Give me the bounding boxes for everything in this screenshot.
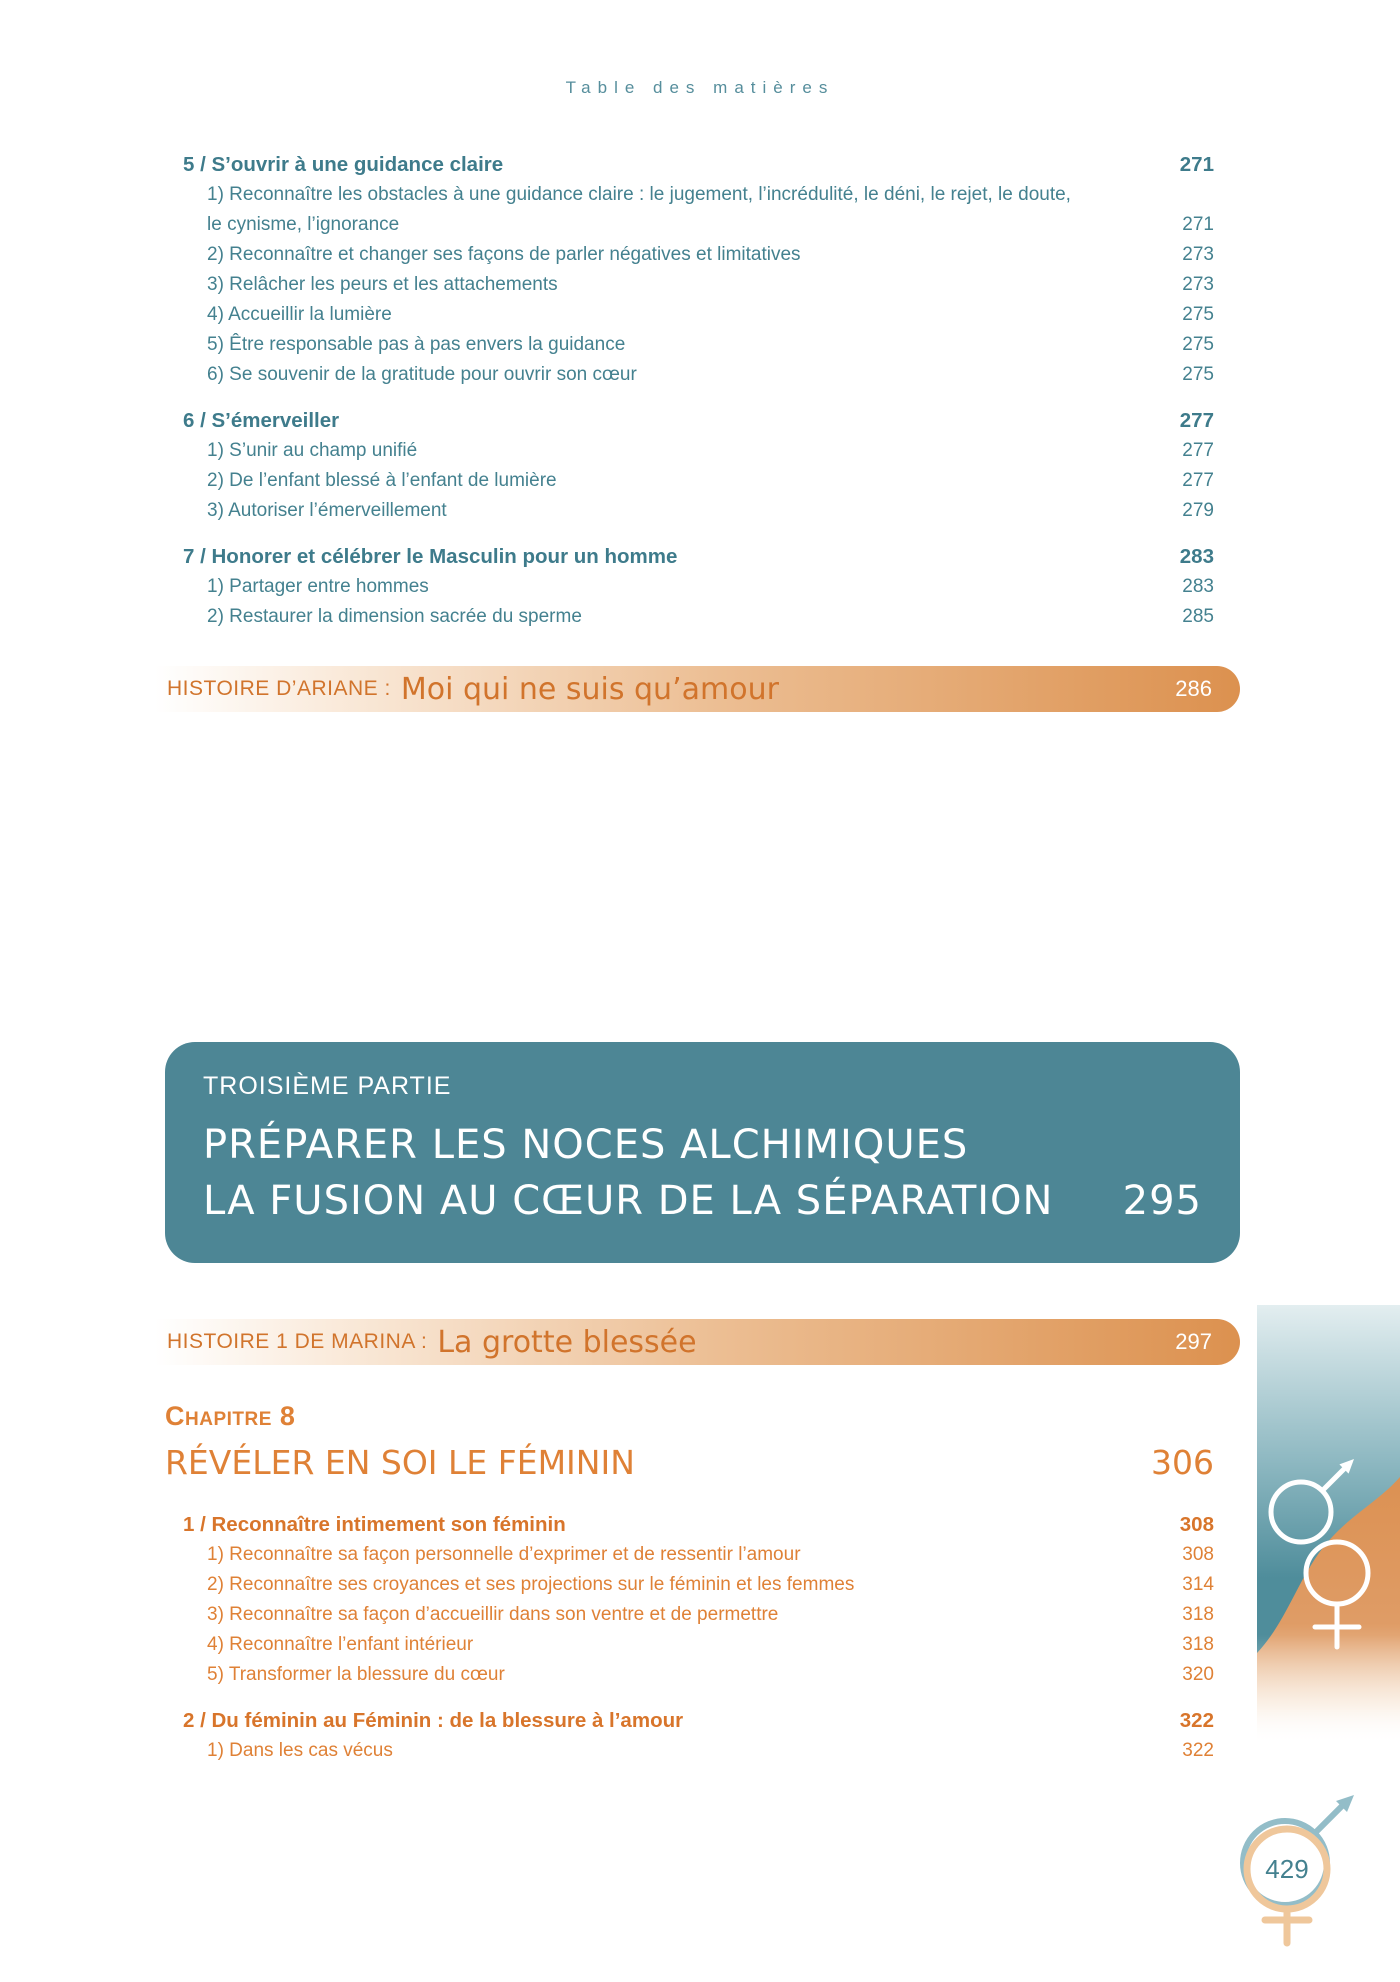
toc-section-title bbox=[165, 406, 1240, 436]
sidebar-gender-art bbox=[1257, 1305, 1400, 1745]
page-number: 285 bbox=[1182, 606, 1214, 627]
page-number: 275 bbox=[1182, 304, 1214, 325]
entry-text: 1) Partager entre hommes bbox=[207, 576, 429, 597]
entry-text: 3) Autoriser l’émerveillement bbox=[207, 500, 447, 521]
entry-text: 3) Reconnaître sa façon d’accueillir dans son ventre et de permettre bbox=[207, 1604, 779, 1625]
page-number: 318 bbox=[1182, 1604, 1214, 1625]
toc-entry bbox=[165, 1630, 1240, 1660]
chapter-heading bbox=[165, 1442, 1240, 1484]
part-kicker: TROISIÈME PARTIE bbox=[203, 1072, 452, 1100]
toc-section-title bbox=[165, 1706, 1240, 1736]
toc-section-title bbox=[165, 542, 1240, 572]
page-number: 308 bbox=[1182, 1544, 1214, 1565]
toc-entry bbox=[165, 240, 1240, 270]
part-title-line1: PRÉPARER LES NOCES ALCHIMIQUES bbox=[203, 1122, 969, 1168]
folio-badge bbox=[1230, 1793, 1400, 1977]
page-number: 295 bbox=[1122, 1178, 1202, 1224]
story-banner bbox=[155, 1319, 1240, 1365]
entry-text: 2) Reconnaître et changer ses façons de parler négatives et limitatives bbox=[207, 244, 801, 265]
page-number: 283 bbox=[1179, 545, 1214, 568]
entry-text: 2) De l’enfant blessé à l’enfant de lumière bbox=[207, 470, 557, 491]
page-number: 320 bbox=[1182, 1664, 1214, 1685]
section-title-text: 7 / Honorer et célébrer le Masculin pour un homme bbox=[183, 545, 678, 568]
part-title-text: LA FUSION AU CŒUR DE LA SÉPARATION bbox=[203, 1178, 1054, 1224]
page-number: 277 bbox=[1182, 440, 1214, 461]
section-title-text: 6 / S’émerveiller bbox=[183, 409, 340, 432]
toc-section-title bbox=[165, 1510, 1240, 1540]
page-number: 322 bbox=[1182, 1740, 1214, 1761]
entry-text: 6) Se souvenir de la gratitude pour ouvrir son cœur bbox=[207, 364, 637, 385]
part-block bbox=[165, 1042, 1240, 1263]
story-banner-label: HISTOIRE D’ARIANE : bbox=[167, 677, 391, 700]
page-number: 273 bbox=[1182, 244, 1214, 265]
section-title-text: 2 / Du féminin au Féminin : de la blessure à l’amour bbox=[183, 1709, 684, 1732]
toc-entry bbox=[165, 270, 1240, 300]
chapter-title-text: RÉVÉLER EN SOI LE FÉMININ bbox=[165, 1443, 635, 1482]
entry-text: 1) S’unir au champ unifié bbox=[207, 440, 418, 461]
toc-entry bbox=[165, 300, 1240, 330]
toc-content bbox=[165, 150, 1240, 1766]
page-header: Table des matières bbox=[565, 78, 835, 97]
page-number: 306 bbox=[1151, 1443, 1214, 1482]
page-number: 277 bbox=[1182, 470, 1214, 491]
entry-text: 3) Relâcher les peurs et les attachements bbox=[207, 274, 558, 295]
entry-text: 2) Restaurer la dimension sacrée du sperme bbox=[207, 606, 582, 627]
toc-entry bbox=[165, 436, 1240, 466]
page-number: 308 bbox=[1179, 1513, 1214, 1536]
page-number: 277 bbox=[1179, 409, 1214, 432]
entry-text: 4) Accueillir la lumière bbox=[207, 304, 392, 325]
female-symbol-icon bbox=[1247, 1829, 1327, 1943]
story-banner-label: HISTOIRE 1 DE MARINA : bbox=[167, 1330, 428, 1353]
page-number: 275 bbox=[1182, 334, 1214, 355]
section-title-text: 1 / Reconnaître intimement son féminin bbox=[183, 1513, 566, 1536]
story-banner-title: Moi qui ne suis qu’amour bbox=[400, 671, 779, 707]
page-number: 279 bbox=[1182, 500, 1214, 521]
toc-entry bbox=[165, 1736, 1240, 1766]
page-number: 273 bbox=[1182, 274, 1214, 295]
toc-entry bbox=[165, 360, 1240, 390]
toc-entry bbox=[165, 180, 1240, 240]
section-title-text: 5 / S’ouvrir à une guidance claire bbox=[183, 153, 504, 176]
entry-text: 2) Reconnaître ses croyances et ses projections sur le féminin et les femmes bbox=[207, 1574, 855, 1595]
toc-entry bbox=[165, 330, 1240, 360]
chapter-kicker: Chapitre 8 bbox=[165, 1401, 296, 1431]
page-number: 322 bbox=[1179, 1709, 1214, 1732]
toc-entry bbox=[165, 1600, 1240, 1630]
entry-text: 4) Reconnaître l’enfant intérieur bbox=[207, 1634, 474, 1655]
toc-entry bbox=[165, 1570, 1240, 1600]
part-title-line2 bbox=[203, 1173, 1210, 1229]
toc-section-title bbox=[165, 150, 1240, 180]
story-banner bbox=[155, 666, 1240, 712]
folio-number: 429 bbox=[1265, 1854, 1309, 1884]
toc-entry bbox=[165, 1540, 1240, 1570]
page-number: 271 bbox=[1179, 153, 1214, 176]
entry-text: 1) Dans les cas vécus bbox=[207, 1740, 393, 1761]
toc-entry bbox=[165, 602, 1240, 632]
entry-text: 5) Être responsable pas à pas envers la guidance bbox=[207, 334, 626, 355]
page-number: 297 bbox=[1175, 1329, 1212, 1354]
page-number: 314 bbox=[1182, 1574, 1214, 1595]
page-number: 318 bbox=[1182, 1634, 1214, 1655]
toc-entry bbox=[165, 572, 1240, 602]
toc-entry bbox=[165, 1660, 1240, 1690]
story-banner-title: La grotte blessée bbox=[437, 1324, 697, 1360]
entry-text: 1) Reconnaître sa façon personnelle d’exprimer et de ressentir l’amour bbox=[207, 1544, 801, 1565]
page-number: 271 bbox=[1182, 214, 1214, 235]
entry-text: 5) Transformer la blessure du cœur bbox=[207, 1664, 505, 1685]
page-number: 283 bbox=[1182, 576, 1214, 597]
sidebar-bottom-fade bbox=[1257, 1635, 1400, 1745]
page-number: 286 bbox=[1175, 676, 1212, 701]
entry-text: 1) Reconnaître les obstacles à une guidance claire : le jugement, l’incrédulité, le déni, le rejet, le doute, le cynisme, l’ignorance bbox=[207, 184, 1071, 235]
toc-entry bbox=[165, 496, 1240, 526]
toc-entry bbox=[165, 466, 1240, 496]
page-number: 275 bbox=[1182, 364, 1214, 385]
